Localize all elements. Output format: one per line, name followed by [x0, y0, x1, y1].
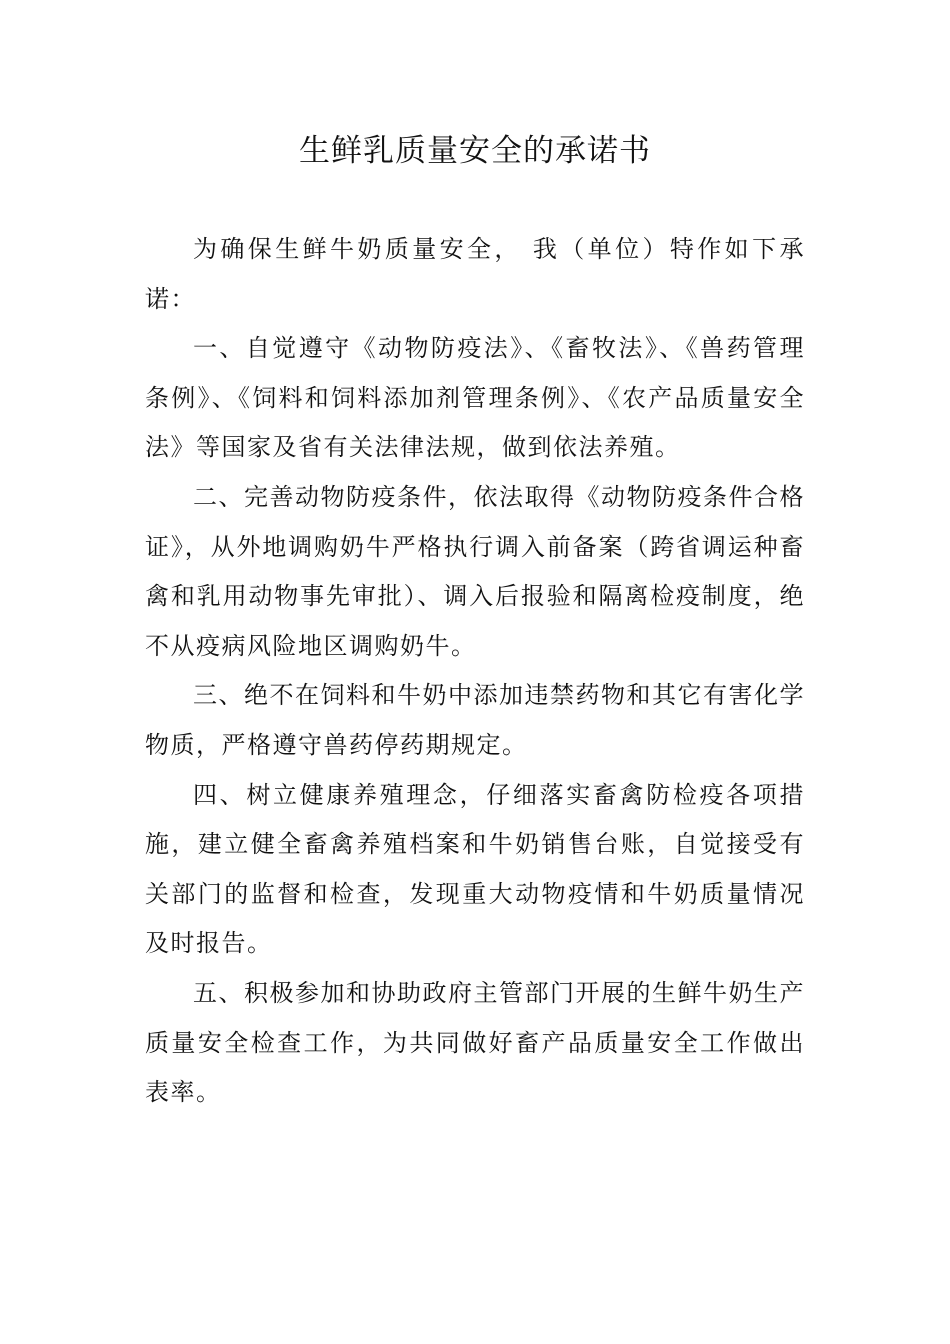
intro-paragraph: 为确保生鲜牛奶质量安全， 我（单位）特作如下承诺：: [145, 235, 805, 313]
commitment-paragraph-1: 一、自觉遵守《动物防疫法》、《畜牧法》、《兽药管理条例》、《饲料和饲料添加剂管理条例》、《农产品质量安全法》等国家及省有关法律法规，做到依法养殖。: [145, 334, 805, 462]
commitment-paragraph-5: 五、积极参加和协助政府主管部门开展的生鲜牛奶生产质量安全检查工作，为共同做好畜产品质量安全工作做出表率。: [145, 978, 805, 1107]
document-body: [145, 225, 805, 1118]
commitment-paragraph-2: 二、完善动物防疫条件，依法取得《动物防疫条件合格证》，从外地调购奶牛严格执行调入前备案（跨省调运种畜禽和乳用动物事先审批）、调入后报验和隔离检疫制度，绝不从疫病风险地区调购奶牛。: [145, 482, 805, 660]
document-title: 生鲜乳质量安全的承诺书: [299, 133, 651, 169]
commitment-paragraph-4: 四、树立健康养殖理念，仔细落实畜禽防检疫各项措施，建立健全畜禽养殖档案和牛奶销售台账，自觉接受有关部门的监督和检查，发现重大动物疫情和牛奶质量情况及时报告。: [145, 780, 805, 958]
commitment-paragraph-3: 三、绝不在饲料和牛奶中添加违禁药物和其它有害化学物质，严格遵守兽药停药期规定。: [145, 681, 805, 759]
